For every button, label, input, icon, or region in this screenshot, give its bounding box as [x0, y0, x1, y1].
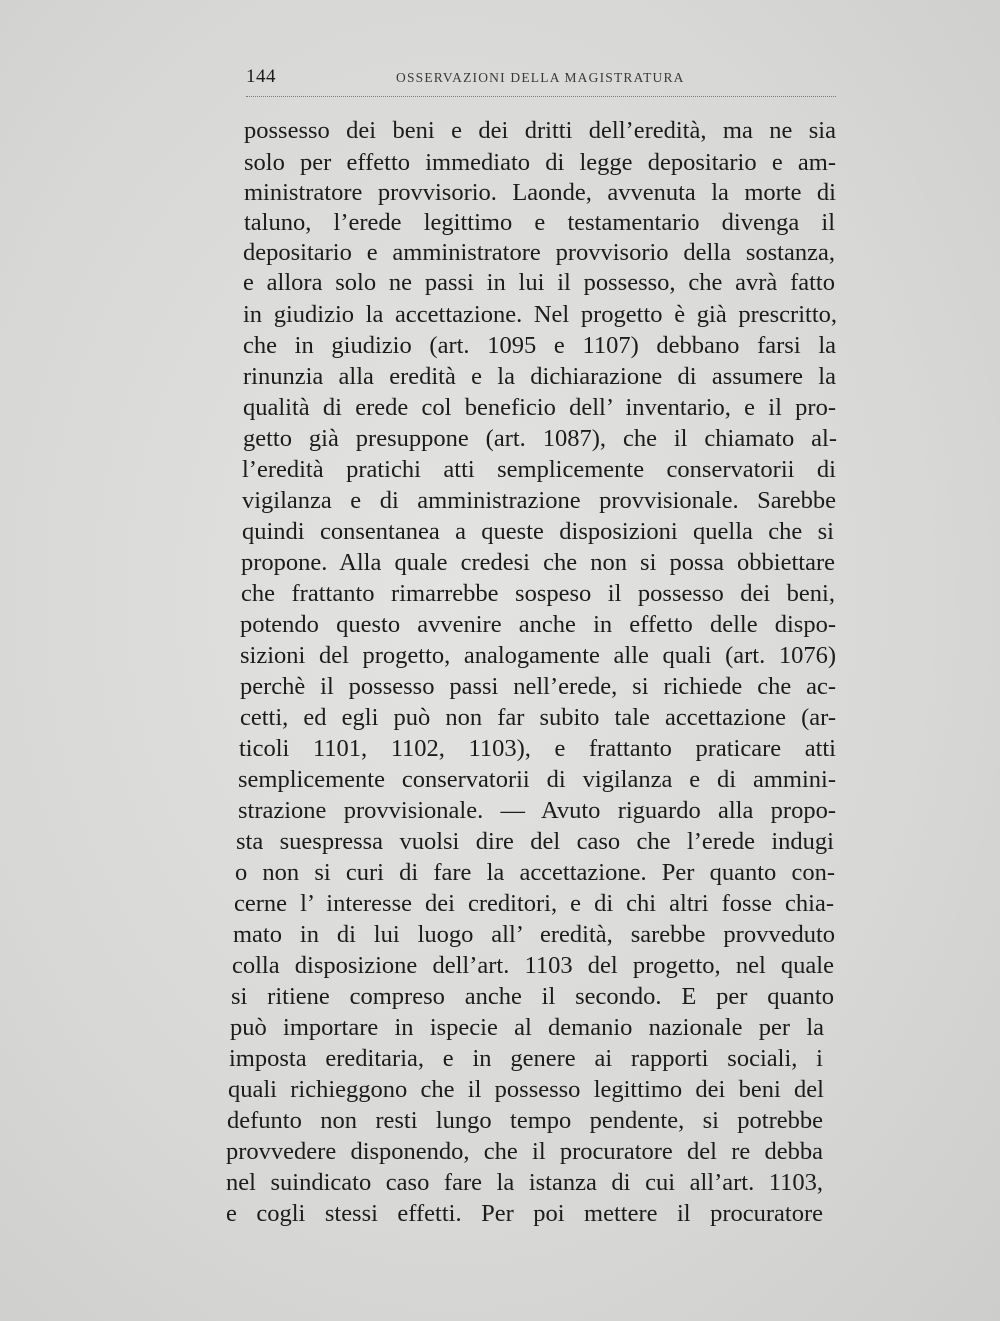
- text-line: che frattanto rimarrebbe sospeso il possesso dei beni,: [241, 580, 835, 607]
- text-line: propone. Alla quale credesi che non si possa obbiettare: [241, 549, 835, 576]
- text-line: colla disposizione dell’art. 1103 del progetto, nel quale: [232, 952, 834, 979]
- text-line: provvedere disponendo, che il procuratore del re debba: [226, 1138, 823, 1165]
- text-line: solo per effetto immediato di legge depositario e am-: [244, 149, 836, 176]
- text-line: potendo questo avvenire anche in effetto delle dispo-: [240, 611, 836, 638]
- text-line: depositario e amministratore provvisorio della sostanza,: [243, 239, 835, 266]
- page-number: 144: [246, 66, 276, 87]
- text-line: ticoli 1101, 1102, 1103), e frattanto praticare atti: [239, 735, 836, 762]
- text-line: mato in di lui luogo all’ eredità, sarebbe provveduto: [233, 921, 835, 948]
- text-line: cetti, ed egli può non far subito tale accettazione (ar-: [240, 704, 836, 731]
- text-line: si ritiene compreso anche il secondo. E per quanto: [231, 983, 834, 1010]
- text-line: defunto non resti lungo tempo pendente, si potrebbe: [227, 1107, 823, 1134]
- text-line: qualità di erede col beneficio dell’ inventario, e il pro-: [243, 394, 836, 421]
- text-line: in giudizio la accettazione. Nel progetto è già prescritto,: [243, 301, 837, 328]
- text-line: getto già presuppone (art. 1087), che il chiamato al-: [243, 425, 837, 452]
- text-line: quindi consentanea a queste disposizioni quella che si: [242, 518, 834, 545]
- text-line: sizioni del progetto, analogamente alle quali (art. 1076): [240, 642, 836, 669]
- text-line: nel suindicato caso fare la istanza di cui all’art. 1103,: [226, 1169, 823, 1196]
- text-line: l’eredità pratichi atti semplicemente conservatorii di: [242, 456, 836, 483]
- text-line: strazione provvisionale. — Avuto riguardo alla propo-: [238, 797, 836, 824]
- text-line: sta suespressa vuolsi dire del caso che l’erede indugi: [236, 828, 834, 855]
- text-line: che in giudizio (art. 1095 e 1107) debbano farsi la: [243, 332, 836, 359]
- text-line: rinunzia alla eredità e la dichiarazione di assumere la: [243, 363, 836, 390]
- text-line: può importare in ispecie al demanio nazionale per la: [230, 1014, 824, 1041]
- text-line: e cogli stessi effetti. Per poi mettere il procuratore: [226, 1200, 823, 1227]
- text-line: perchè il possesso passi nell’erede, si richiede che ac-: [240, 673, 836, 700]
- text-line: taluno, l’erede legittimo e testamentario divenga il: [244, 209, 835, 236]
- running-title: OSSERVAZIONI DELLA MAGISTRATURA: [396, 70, 685, 85]
- text-line: e allora solo ne passi in lui il possesso, che avrà fatto: [243, 269, 835, 296]
- text-line: imposta ereditaria, e in genere ai rapporti sociali, i: [229, 1045, 823, 1072]
- text-line: possesso dei beni e dei dritti dell’eredità, ma ne sia: [244, 117, 836, 144]
- text-line: vigilanza e di amministrazione provvisionale. Sarebbe: [242, 487, 836, 514]
- text-line: quali richieggono che il possesso legittimo dei beni del: [228, 1076, 824, 1103]
- text-line: semplicemente conservatorii di vigilanza e di ammini-: [238, 766, 836, 793]
- text-line: ministratore provvisorio. Laonde, avvenuta la morte di: [244, 179, 836, 206]
- text-line: o non si curi di fare la accettazione. Per quanto con-: [235, 859, 835, 886]
- text-line: cerne l’ interesse dei creditori, e di chi altri fosse chia-: [234, 890, 834, 917]
